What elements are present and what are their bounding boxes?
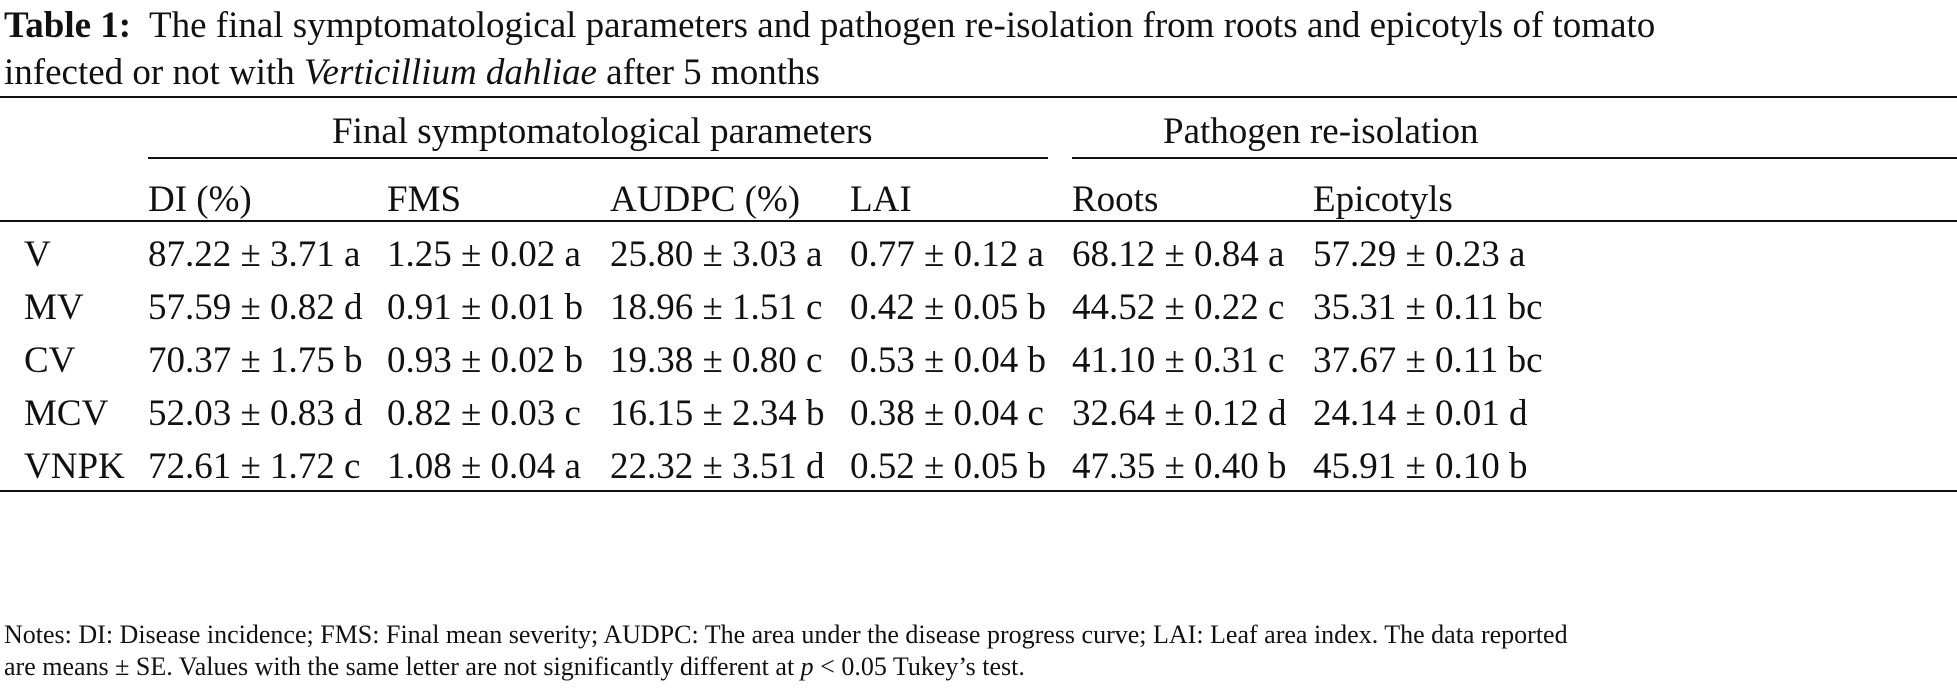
table-cell: 70.37 ± 1.75 b xyxy=(148,340,363,381)
table-cell: 87.22 ± 3.71 a xyxy=(148,234,361,275)
notes-p-symbol: p xyxy=(800,652,814,681)
notes-line-2 xyxy=(4,651,1954,683)
group-rule-symptom xyxy=(148,157,1048,159)
table-cell: 25.80 ± 3.03 a xyxy=(610,234,823,275)
table-cell: 32.64 ± 0.12 d xyxy=(1072,393,1287,434)
column-header-di: DI (%) xyxy=(148,179,252,220)
table-cell: 41.10 ± 0.31 c xyxy=(1072,340,1285,381)
table-cell: 0.52 ± 0.05 b xyxy=(850,446,1047,487)
table-cell: 0.91 ± 0.01 b xyxy=(387,287,584,328)
header-bottom-rule xyxy=(0,220,1957,222)
row-label: VNPK xyxy=(24,446,125,487)
table-cell: 0.93 ± 0.02 b xyxy=(387,340,584,381)
table-cell: 72.61 ± 1.72 c xyxy=(148,446,361,487)
table-cell: 16.15 ± 2.34 b xyxy=(610,393,825,434)
table-cell: 0.42 ± 0.05 b xyxy=(850,287,1047,328)
table-cell: 24.14 ± 0.01 d xyxy=(1313,393,1528,434)
table-notes xyxy=(4,619,1954,683)
table-cell: 0.53 ± 0.04 b xyxy=(850,340,1047,381)
caption-label: Table 1: xyxy=(4,5,132,46)
caption-species: Verticillium dahliae xyxy=(304,52,597,93)
column-header-epicotyls: Epicotyls xyxy=(1313,179,1453,220)
notes-text-2b: < 0.05 Tukey’s test. xyxy=(813,652,1025,681)
notes-line-1: Notes: DI: Disease incidence; FMS: Final mean severity; AUDPC: The area under the disease progress curve; LAI: Leaf area index. The data reported xyxy=(4,620,1568,649)
table-cell: 57.59 ± 0.82 d xyxy=(148,287,363,328)
table-bottom-rule xyxy=(0,490,1957,492)
caption-text: The final symptomatological parameters and pathogen re-isolation from roots and epicotyls of tomato xyxy=(148,5,1656,46)
table-cell: 0.82 ± 0.03 c xyxy=(387,393,581,434)
row-label: MCV xyxy=(24,393,109,434)
group-header-reisolation: Pathogen re-isolation xyxy=(1163,111,1479,152)
table-top-rule xyxy=(0,96,1957,98)
caption-text-2a: infected or not with xyxy=(4,52,305,93)
column-header-lai: LAI xyxy=(850,179,912,220)
group-rule-reisolation xyxy=(1072,157,1957,159)
table-cell: 22.32 ± 3.51 d xyxy=(610,446,825,487)
row-label: MV xyxy=(24,287,84,328)
table-cell: 45.91 ± 0.10 b xyxy=(1313,446,1528,487)
row-label: CV xyxy=(24,340,76,381)
table-cell: 1.08 ± 0.04 a xyxy=(387,446,581,487)
table-cell: 0.77 ± 0.12 a xyxy=(850,234,1044,275)
caption-text-2b: after 5 months xyxy=(596,52,820,93)
table-cell: 57.29 ± 0.23 a xyxy=(1313,234,1526,275)
table-cell: 18.96 ± 1.51 c xyxy=(610,287,823,328)
table-cell: 68.12 ± 0.84 a xyxy=(1072,234,1285,275)
table-cell: 37.67 ± 0.11 bc xyxy=(1313,340,1543,381)
table-cell: 1.25 ± 0.02 a xyxy=(387,234,581,275)
row-label: V xyxy=(24,234,51,275)
column-header-roots: Roots xyxy=(1072,179,1159,220)
caption-line-1 xyxy=(4,2,1954,49)
table-cell: 47.35 ± 0.40 b xyxy=(1072,446,1287,487)
table-caption xyxy=(4,2,1954,96)
caption-line-2 xyxy=(4,49,1954,96)
table-cell: 52.03 ± 0.83 d xyxy=(148,393,363,434)
column-header-audpc: AUDPC (%) xyxy=(610,179,801,220)
table-cell: 19.38 ± 0.80 c xyxy=(610,340,823,381)
group-header-symptom: Final symptomatological parameters xyxy=(332,111,873,152)
table-cell: 35.31 ± 0.11 bc xyxy=(1313,287,1543,328)
table-cell: 44.52 ± 0.22 c xyxy=(1072,287,1285,328)
column-header-fms: FMS xyxy=(387,179,462,220)
table-cell: 0.38 ± 0.04 c xyxy=(850,393,1044,434)
notes-text-2a: are means ± SE. Values with the same letter are not significantly different at xyxy=(4,652,801,681)
